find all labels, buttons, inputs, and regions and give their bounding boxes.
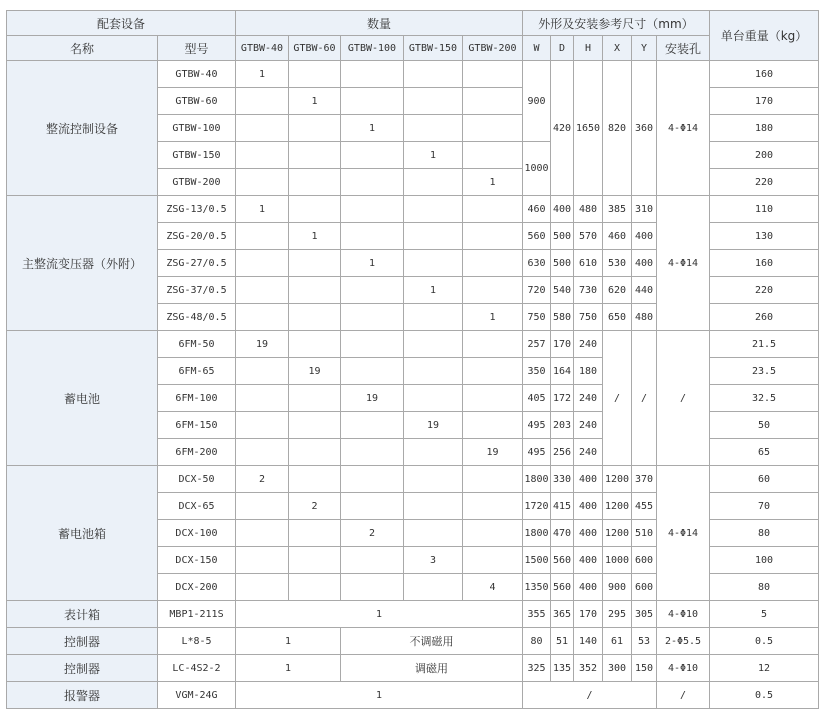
- weight-cell: 180: [710, 115, 819, 142]
- dim-d-cell: 500: [551, 223, 574, 250]
- qty-cell: 1: [236, 682, 523, 709]
- dim-d-cell: 540: [551, 277, 574, 304]
- dim-w-cell: 750: [523, 304, 551, 331]
- qty-cell: 1: [341, 250, 404, 277]
- model-cell: GTBW-150: [158, 142, 236, 169]
- weight-cell: 160: [710, 250, 819, 277]
- dim-d-cell: 580: [551, 304, 574, 331]
- header-quantity: 数量: [236, 11, 523, 36]
- usage-note: 不调磁用: [341, 628, 523, 655]
- dim-w-cell: 1800: [523, 466, 551, 493]
- dim-x-cell: 295: [603, 601, 632, 628]
- dim-x-cell: 300: [603, 655, 632, 682]
- dim-y-cell: 400: [632, 250, 657, 277]
- dim-w-cell: 1500: [523, 547, 551, 574]
- dim-y-cell: 600: [632, 547, 657, 574]
- dim-y-cell: 510: [632, 520, 657, 547]
- dim-h-cell: 750: [574, 304, 603, 331]
- qty-cell: 19: [289, 358, 341, 385]
- qty-cell: 1: [404, 142, 463, 169]
- dim-col-header: X: [603, 36, 632, 61]
- dim-h-cell: 400: [574, 466, 603, 493]
- qty-cell: 1: [289, 223, 341, 250]
- group-name: 报警器: [7, 682, 158, 709]
- dim-d-cell: 51: [551, 628, 574, 655]
- model-cell: ZSG-20/0.5: [158, 223, 236, 250]
- dim-h-cell: 240: [574, 439, 603, 466]
- group-name: 控制器: [7, 628, 158, 655]
- weight-cell: 80: [710, 520, 819, 547]
- dim-w-cell: 560: [523, 223, 551, 250]
- header-dimensions: 外形及安装参考尺寸（mm）: [523, 11, 710, 36]
- dim-col-header: W: [523, 36, 551, 61]
- hole-cell: 4-Φ10: [657, 601, 710, 628]
- dim-w-cell: 355: [523, 601, 551, 628]
- qty-cell: 1: [236, 196, 289, 223]
- weight-cell: 170: [710, 88, 819, 115]
- dim-d-cell: 500: [551, 250, 574, 277]
- dim-w-cell: 460: [523, 196, 551, 223]
- weight-cell: 65: [710, 439, 819, 466]
- dim-h-cell: 240: [574, 412, 603, 439]
- dim-h-cell: 1650: [574, 61, 603, 196]
- dim-y-cell: /: [632, 331, 657, 466]
- group-name: 蓄电池箱: [7, 466, 158, 601]
- model-cell: MBP1-211S: [158, 601, 236, 628]
- header-model: 型号: [158, 36, 236, 61]
- dim-y-cell: 150: [632, 655, 657, 682]
- dim-y-cell: 455: [632, 493, 657, 520]
- dim-h-cell: 240: [574, 385, 603, 412]
- group-name: 控制器: [7, 655, 158, 682]
- dim-x-cell: 460: [603, 223, 632, 250]
- group-name: 整流控制设备: [7, 61, 158, 196]
- hole-cell: /: [657, 331, 710, 466]
- dim-w-cell: 1720: [523, 493, 551, 520]
- hole-cell: /: [657, 682, 710, 709]
- qty-cell: 1: [404, 277, 463, 304]
- model-cell: DCX-150: [158, 547, 236, 574]
- dim-col-header: D: [551, 36, 574, 61]
- qty-col-header: GTBW-40: [236, 36, 289, 61]
- model-cell: ZSG-27/0.5: [158, 250, 236, 277]
- dim-x-cell: 820: [603, 61, 632, 196]
- qty-col-header: GTBW-100: [341, 36, 404, 61]
- dim-x-cell: 650: [603, 304, 632, 331]
- group-name: 蓄电池: [7, 331, 158, 466]
- dim-w-cell: 405: [523, 385, 551, 412]
- dim-y-cell: 400: [632, 223, 657, 250]
- model-cell: LC-4S2-2: [158, 655, 236, 682]
- model-cell: GTBW-100: [158, 115, 236, 142]
- model-cell: 6FM-200: [158, 439, 236, 466]
- dim-col-header: H: [574, 36, 603, 61]
- qty-col-header: GTBW-60: [289, 36, 341, 61]
- dim-d-cell: 256: [551, 439, 574, 466]
- dim-x-cell: 385: [603, 196, 632, 223]
- dim-d-cell: 135: [551, 655, 574, 682]
- weight-cell: 0.5: [710, 682, 819, 709]
- qty-cell: 2: [236, 466, 289, 493]
- dim-y-cell: 440: [632, 277, 657, 304]
- dims-cell: /: [523, 682, 657, 709]
- dim-w-cell: 1800: [523, 520, 551, 547]
- qty-cell: 3: [404, 547, 463, 574]
- hole-cell: 4-Φ14: [657, 196, 710, 331]
- dim-d-cell: 470: [551, 520, 574, 547]
- dim-col-header: 安装孔: [657, 36, 710, 61]
- weight-cell: 80: [710, 574, 819, 601]
- dim-x-cell: /: [603, 331, 632, 466]
- dim-w-cell: 495: [523, 412, 551, 439]
- model-cell: ZSG-13/0.5: [158, 196, 236, 223]
- qty-cell: 1: [236, 61, 289, 88]
- model-cell: L*8-5: [158, 628, 236, 655]
- weight-cell: 60: [710, 466, 819, 493]
- dim-w-cell: 720: [523, 277, 551, 304]
- qty-cell: 1: [236, 628, 341, 655]
- model-cell: 6FM-50: [158, 331, 236, 358]
- dim-d-cell: 203: [551, 412, 574, 439]
- weight-cell: 0.5: [710, 628, 819, 655]
- dim-w-cell: 1000: [523, 142, 551, 196]
- model-cell: ZSG-48/0.5: [158, 304, 236, 331]
- weight-cell: 260: [710, 304, 819, 331]
- weight-cell: 220: [710, 169, 819, 196]
- dim-y-cell: 305: [632, 601, 657, 628]
- weight-cell: 70: [710, 493, 819, 520]
- weight-cell: 110: [710, 196, 819, 223]
- dim-h-cell: 400: [574, 520, 603, 547]
- dim-h-cell: 400: [574, 547, 603, 574]
- dim-x-cell: 1000: [603, 547, 632, 574]
- weight-cell: 220: [710, 277, 819, 304]
- dim-y-cell: 360: [632, 61, 657, 196]
- qty-cell: 1: [289, 88, 341, 115]
- dim-w-cell: 900: [523, 61, 551, 142]
- dim-w-cell: 350: [523, 358, 551, 385]
- model-cell: GTBW-60: [158, 88, 236, 115]
- dim-h-cell: 170: [574, 601, 603, 628]
- dim-h-cell: 400: [574, 493, 603, 520]
- dim-h-cell: 730: [574, 277, 603, 304]
- model-cell: DCX-200: [158, 574, 236, 601]
- qty-cell: 2: [341, 520, 404, 547]
- dim-x-cell: 1200: [603, 466, 632, 493]
- usage-note: 调磁用: [341, 655, 523, 682]
- weight-cell: 200: [710, 142, 819, 169]
- dim-x-cell: 900: [603, 574, 632, 601]
- qty-cell: 1: [463, 169, 523, 196]
- dim-x-cell: 61: [603, 628, 632, 655]
- equipment-spec-table: [6, 10, 819, 709]
- dim-d-cell: 365: [551, 601, 574, 628]
- dim-y-cell: 600: [632, 574, 657, 601]
- dim-d-cell: 164: [551, 358, 574, 385]
- dim-col-header: Y: [632, 36, 657, 61]
- qty-cell: 19: [463, 439, 523, 466]
- model-cell: DCX-50: [158, 466, 236, 493]
- qty-cell: 19: [236, 331, 289, 358]
- model-cell: 6FM-100: [158, 385, 236, 412]
- dim-d-cell: 415: [551, 493, 574, 520]
- dim-w-cell: 630: [523, 250, 551, 277]
- qty-cell: 1: [236, 601, 523, 628]
- model-cell: 6FM-150: [158, 412, 236, 439]
- dim-y-cell: 53: [632, 628, 657, 655]
- model-cell: GTBW-40: [158, 61, 236, 88]
- qty-col-header: GTBW-200: [463, 36, 523, 61]
- header-unit-weight: 单台重量（kg）: [710, 11, 819, 61]
- hole-cell: 2-Φ5.5: [657, 628, 710, 655]
- model-cell: VGM-24G: [158, 682, 236, 709]
- dim-d-cell: 400: [551, 196, 574, 223]
- weight-cell: 50: [710, 412, 819, 439]
- qty-col-header: GTBW-150: [404, 36, 463, 61]
- dim-h-cell: 610: [574, 250, 603, 277]
- qty-cell: 19: [404, 412, 463, 439]
- dim-d-cell: 170: [551, 331, 574, 358]
- qty-cell: 19: [341, 385, 404, 412]
- dim-h-cell: 240: [574, 331, 603, 358]
- dim-d-cell: 330: [551, 466, 574, 493]
- weight-cell: 130: [710, 223, 819, 250]
- dim-d-cell: 420: [551, 61, 574, 196]
- qty-cell: 4: [463, 574, 523, 601]
- dim-y-cell: 480: [632, 304, 657, 331]
- qty-cell: 1: [463, 304, 523, 331]
- dim-w-cell: 80: [523, 628, 551, 655]
- weight-cell: 12: [710, 655, 819, 682]
- qty-cell: 1: [341, 115, 404, 142]
- qty-cell: 1: [236, 655, 341, 682]
- weight-cell: 100: [710, 547, 819, 574]
- dim-h-cell: 140: [574, 628, 603, 655]
- dim-d-cell: 560: [551, 574, 574, 601]
- dim-x-cell: 530: [603, 250, 632, 277]
- dim-x-cell: 1200: [603, 520, 632, 547]
- dim-w-cell: 325: [523, 655, 551, 682]
- header-equipment: 配套设备: [7, 11, 236, 36]
- dim-h-cell: 570: [574, 223, 603, 250]
- hole-cell: 4-Φ14: [657, 466, 710, 601]
- group-name: 主整流变压器（外附）: [7, 196, 158, 331]
- dim-y-cell: 370: [632, 466, 657, 493]
- dim-h-cell: 480: [574, 196, 603, 223]
- group-name: 表计箱: [7, 601, 158, 628]
- dim-y-cell: 310: [632, 196, 657, 223]
- spec-table-container: [6, 10, 819, 709]
- hole-cell: 4-Φ14: [657, 61, 710, 196]
- dim-h-cell: 400: [574, 574, 603, 601]
- weight-cell: 23.5: [710, 358, 819, 385]
- weight-cell: 160: [710, 61, 819, 88]
- dim-w-cell: 257: [523, 331, 551, 358]
- model-cell: GTBW-200: [158, 169, 236, 196]
- dim-w-cell: 1350: [523, 574, 551, 601]
- dim-w-cell: 495: [523, 439, 551, 466]
- model-cell: DCX-100: [158, 520, 236, 547]
- weight-cell: 32.5: [710, 385, 819, 412]
- model-cell: 6FM-65: [158, 358, 236, 385]
- dim-h-cell: 352: [574, 655, 603, 682]
- dim-h-cell: 180: [574, 358, 603, 385]
- dim-d-cell: 560: [551, 547, 574, 574]
- header-name: 名称: [7, 36, 158, 61]
- weight-cell: 5: [710, 601, 819, 628]
- qty-cell: 2: [289, 493, 341, 520]
- hole-cell: 4-Φ10: [657, 655, 710, 682]
- dim-x-cell: 1200: [603, 493, 632, 520]
- model-cell: DCX-65: [158, 493, 236, 520]
- dim-d-cell: 172: [551, 385, 574, 412]
- model-cell: ZSG-37/0.5: [158, 277, 236, 304]
- weight-cell: 21.5: [710, 331, 819, 358]
- dim-x-cell: 620: [603, 277, 632, 304]
